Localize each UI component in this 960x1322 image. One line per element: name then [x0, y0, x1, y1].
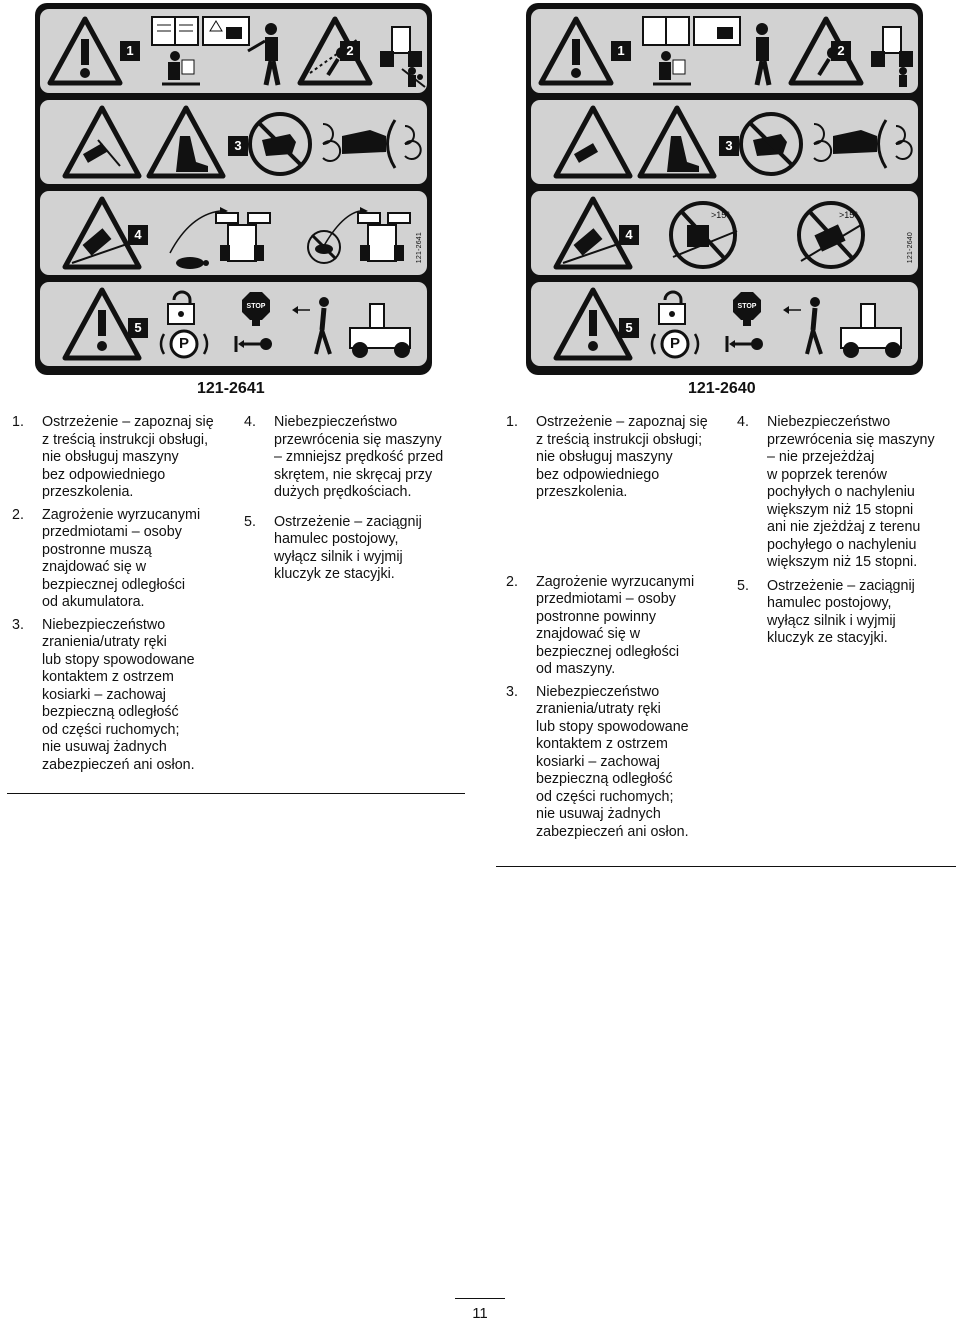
slope-hazard-icons — [531, 191, 918, 275]
instructor-icon — [248, 23, 278, 85]
legend-item: 3. Niebezpieczeństwo zranienia/utraty ręki lub stopy spowodowane kontaktem z ostrzem kosiarki – zachowaj bezpieczną odległość od części ruchomych; nie usuwaj żadnych zabezpieczeń ani osłon. — [506, 683, 689, 840]
decal-121-2640 — [526, 3, 923, 375]
tag-2: 2 — [831, 41, 851, 61]
warning-read-manual-icons — [531, 9, 918, 93]
tag-1: 1 — [611, 41, 631, 61]
legend-item: 4. Niebezpieczeństwo przewrócenia się maszyny – nie przejeżdżaj w poprzek terenów pochyłych o nachyleniu większym niż 15 stopni ani nie zjeżdżaj z terenu pochyłego o nachyleniu większym niż 15 stopni. — [737, 414, 935, 570]
shutdown-procedure-icons — [531, 282, 918, 366]
decal-row-1 — [531, 9, 918, 93]
hare-icon — [308, 231, 340, 263]
legend-item: 2. Zagrożenie wyrzucanymi przedmiotami – osoby postronne powinny znajdować się w bezpiecznej odległości od maszyny. — [506, 573, 695, 677]
operator-manual-icon — [152, 17, 198, 45]
stop-sign-text: STOP — [737, 303, 757, 310]
no-hands-icon — [250, 114, 310, 174]
padlock-icon — [168, 292, 194, 324]
legend-121-2640-col-2 — [737, 414, 960, 653]
tag-1: 1 — [120, 41, 140, 61]
slope-limit-label-2: >15° — [839, 210, 858, 220]
shutdown-procedure-icons — [40, 282, 427, 366]
tip-over-hazard-icons — [40, 191, 427, 275]
legend-121-2641-col-2 — [244, 414, 469, 589]
tag-5: 5 — [619, 318, 639, 338]
decal-row-2 — [40, 100, 427, 184]
decal-121-2641 — [35, 3, 432, 375]
decal-code-121-2640: 121-2640 — [688, 380, 756, 397]
walking-away-icon — [292, 297, 330, 354]
remove-key-icon — [236, 336, 272, 352]
legend-item: 5. Ostrzeżenie – zaciągnij hamulec postojowy, wyłącz silnik i wyjmij kluczyk ze stacyjki. — [244, 513, 422, 582]
tag-4: 4 — [619, 225, 639, 245]
legend-item: 3. Niebezpieczeństwo zranienia/utraty ręki lub stopy spowodowane kontaktem z ostrzem kosiarki – zachowaj bezpieczną odległość od części ruchomych; nie usuwaj żadnych zabezpieczeń ani osłon. — [12, 616, 195, 773]
mower-side-icon — [350, 304, 410, 358]
stop-sign-text: STOP — [246, 303, 266, 310]
mower-front-icon — [380, 27, 422, 67]
vertical-part-code: 121-2640 — [907, 231, 914, 263]
decal-row-4 — [40, 282, 427, 366]
legend-121-2640-col-1 — [506, 414, 731, 846]
bystander-icon — [402, 67, 425, 87]
tag-3: 3 — [228, 136, 248, 156]
decal-row-2 — [531, 100, 918, 184]
legend-item: 1. Ostrzeżenie – zapoznaj się z treścią instrukcji obsługi, nie obsługuj maszyny bez odpowiedniego przeszkolenia. — [12, 414, 214, 500]
legend-item: 5. Ostrzeżenie – zaciągnij hamulec postojowy, wyłącz silnik i wyjmij kluczyk ze stacyjki. — [737, 577, 915, 646]
tag-2: 2 — [340, 41, 360, 61]
decal-row-3 — [40, 191, 427, 275]
section-divider — [496, 866, 956, 867]
vertical-part-code: 121-2641 — [416, 231, 423, 263]
section-divider — [7, 793, 465, 794]
legend-item: 4. Niebezpieczeństwo przewrócenia się maszyny – zmniejsz prędkość przed skrętem, nie skręcaj przy dużych prędkościach. — [244, 414, 444, 500]
legend-item: 1. Ostrzeżenie – zapoznaj się z treścią instrukcji obsługi; nie obsługuj maszyny bez odpowiedniego przeszkolenia. — [506, 414, 708, 500]
tag-5: 5 — [128, 318, 148, 338]
legend-121-2641-col-1 — [12, 414, 237, 779]
tag-3: 3 — [719, 136, 739, 156]
decal-row-1 — [40, 9, 427, 93]
decal-row-4 — [531, 282, 918, 366]
decal-row-3 — [531, 191, 918, 275]
slope-limit-label-1: >15° — [711, 210, 730, 220]
legend-item: 2. Zagrożenie wyrzucanymi przedmiotami – osoby postronne muszą znajdować się w bezpiecznej odległości od akumulatora. — [12, 506, 201, 610]
page-number: 11 — [455, 1298, 505, 1322]
parking-symbol: P — [178, 335, 189, 352]
warning-read-manual-icons — [40, 9, 427, 93]
person-reading-icon — [162, 51, 200, 84]
tag-4: 4 — [128, 225, 148, 245]
parking-symbol: P — [669, 335, 680, 352]
tortoise-icon — [176, 257, 209, 269]
decal-code-121-2641: 121-2641 — [197, 380, 265, 397]
